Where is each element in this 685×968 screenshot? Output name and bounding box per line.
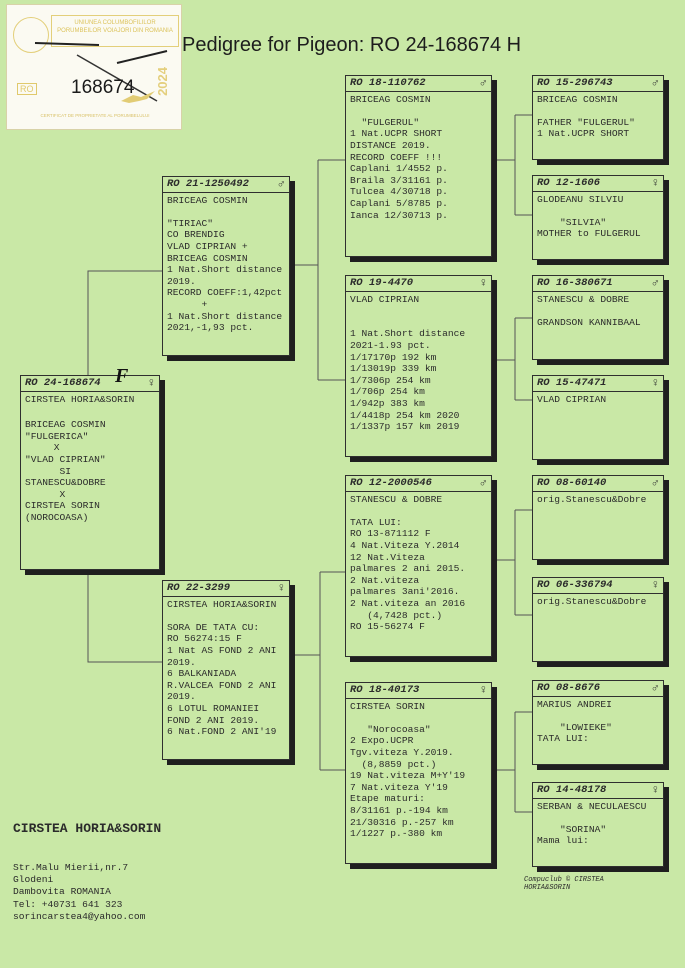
- page-title: Pedigree for Pigeon: RO 24-168674 H: [182, 34, 522, 56]
- female-icon: ♀: [651, 176, 659, 190]
- owner-name: CIRSTEA SORIN: [350, 700, 425, 712]
- card-dam-sire: [345, 475, 492, 657]
- card-sire-sire: [345, 75, 492, 257]
- card-gg-6: [532, 577, 664, 662]
- owner-name: SERBAN & NECULAESCU: [537, 800, 647, 812]
- breeder-info: [13, 796, 161, 948]
- card-notes: "Norocoasa" 2 Expo.UCPR Tgv.viteza Y.2019. (8,8859 pct.) 19 Nat.viteza M+Y'19 7 Nat.viteza Y'19 Etape maturi: 8/31161 p.-194 km 21/30316 p.-257 km 1/1227 p.-380 km: [350, 723, 466, 840]
- owner-name: CIRSTEA HORIA&SORIN: [25, 393, 135, 405]
- card-notes: GRANDSON KANNIBAAL: [537, 316, 641, 328]
- male-icon: ♂: [277, 177, 285, 191]
- certificate-year: 2024: [155, 67, 170, 96]
- card-notes: "FULGERUL" 1 Nat.UCPR SHORT DISTANCE 2019. RECORD COEFF !!! Caplani 1/4552 p. Braila 3/31161 p. Tulcea 4/30718 p. Caplani 5/8785 p. Ianca 12/30713 p.: [350, 116, 448, 221]
- owner-name: BRICEAG COSMIN: [167, 194, 248, 206]
- breeder-address: Str.Malu Mierii,nr.7 Glodeni Dambovita ROMANIA Tel: +40731 641 323 sorincarstea4@yahoo.com: [13, 861, 146, 923]
- card-notes: "TIRIAC" CO BRENDIG VLAD CIPRIAN + BRICEAG COSMIN 1 Nat.Short distance 2019. RECORD COEFF:1,42pct + 1 Nat.Short distance 2021,-1,93 pct.: [167, 217, 283, 334]
- pigeon-silhouette-icon: [119, 89, 159, 105]
- owner-name: STANESCU & DOBRE: [537, 293, 630, 305]
- card-gg-8: [532, 782, 664, 867]
- certificate-footer: CERTIFICAT DE PROPRIETATE AL PORUMBELULUI: [40, 113, 150, 118]
- female-icon: ♀: [651, 578, 659, 592]
- owner-name: BRICEAG COSMIN: [537, 93, 618, 105]
- ring-number: RO 22-3299: [167, 582, 231, 594]
- female-icon: ♀: [651, 376, 659, 390]
- female-icon: ♀: [651, 783, 659, 797]
- owner-name: CIRSTEA HORIA&SORIN: [167, 598, 277, 610]
- ring-number: RO 08-8676: [537, 682, 601, 694]
- card-gg-7: [532, 680, 664, 765]
- ring-number: RO 18-40173: [350, 684, 420, 696]
- card-notes: BRICEAG COSMIN "FULGERICA" X "VLAD CIPRIAN" SI STANESCU&DOBRE X CIRSTEA SORIN (NOROCOASA): [25, 419, 106, 523]
- card-notes: TATA LUI: RO 13-871112 F 4 Nat.Viteza Y.2014 12 Nat.Viteza palmares 2 ani 2015. 2 Nat.viteza palmares 3ani'2016. 2 Nat.viteza an 2016 (4,7428 pct.) RO 15-56274 F: [350, 516, 466, 633]
- card-dam-dam: [345, 682, 492, 864]
- card-notes: FATHER "FULGERUL" 1 Nat.UCPR SHORT: [537, 116, 635, 140]
- owner-name: orig.Stanescu&Dobre: [537, 493, 647, 505]
- card-notes: "LOWIEKE" TATA LUI:: [537, 721, 612, 745]
- ring-number: RO 14-48178: [537, 784, 607, 796]
- owner-name: GLODEANU SILVIU: [537, 193, 624, 205]
- female-icon: ♀: [479, 276, 487, 290]
- ring-number: RO 12-2000546: [350, 477, 432, 489]
- card-gg-5: [532, 475, 664, 560]
- female-icon: ♀: [479, 683, 487, 697]
- male-icon: ♂: [479, 76, 487, 90]
- card-gg-4: [532, 375, 664, 460]
- owner-name: MARIUS ANDREI: [537, 698, 612, 710]
- owner-name: BRICEAG COSMIN: [350, 93, 431, 105]
- card-sire: [162, 176, 290, 356]
- card-gg-3: [532, 275, 664, 360]
- breeder-name: CIRSTEA HORIA&SORIN: [13, 820, 162, 836]
- ring-number: RO 19-4470: [350, 277, 414, 289]
- certificate-number: 168674: [71, 77, 135, 98]
- male-icon: ♂: [651, 276, 659, 290]
- card-notes: "SILVIA" MOTHER to FULGERUL: [537, 216, 641, 240]
- card-gg-1: [532, 75, 664, 160]
- ring-number: RO 15-296743: [537, 77, 613, 89]
- handwritten-mark: F: [115, 365, 129, 387]
- owner-name: STANESCU & DOBRE: [350, 493, 443, 505]
- ring-number: RO 16-380671: [537, 277, 613, 289]
- card-sire-dam: [345, 275, 492, 457]
- male-icon: ♂: [651, 681, 659, 695]
- owner-name: VLAD CIPRIAN: [350, 293, 420, 305]
- ring-number: RO 15-47471: [537, 377, 607, 389]
- certificate-country: RO: [17, 83, 37, 95]
- ring-number: RO 21-1250492: [167, 178, 249, 190]
- female-icon: ♀: [147, 376, 155, 390]
- male-icon: ♂: [651, 476, 659, 490]
- ring-number: RO 08-60140: [537, 477, 607, 489]
- certificate-header: UNIUNEA COLUMBOFILILOR PORUMBEILOR VOIAJORI DIN ROMANIA: [51, 15, 179, 47]
- ring-certificate: [6, 4, 182, 130]
- ring-number: RO 06-336794: [537, 579, 613, 591]
- card-dam: [162, 580, 290, 760]
- card-subject: [20, 375, 160, 570]
- male-icon: ♂: [479, 476, 487, 490]
- card-notes: "SORINA" Mama lui:: [537, 823, 607, 847]
- ring-number: RO 12-1606: [537, 177, 601, 189]
- owner-name: orig.Stanescu&Dobre: [537, 595, 647, 607]
- ring-number: RO 24-168674: [25, 377, 101, 389]
- card-notes: 1 Nat.Short distance 2021-1.93 pct. 1/17170p 192 km 1/13019p 339 km 1/7306p 254 km 1/706p 254 km 1/942p 383 km 1/4418p 254 km 2020 1/1337p 157 km 2019: [350, 328, 466, 433]
- male-icon: ♂: [651, 76, 659, 90]
- card-gg-2: [532, 175, 664, 260]
- card-notes: SORA DE TATA CU: RO 56274:15 F 1 Nat AS FOND 2 ANI 2019. 6 BALKANIADA R.VALCEA FOND 2 ANI 2019. 6 LOTUL ROMANIEI FOND 2 ANI 2019. 6 Nat.FOND 2 ANI'19: [167, 621, 277, 738]
- owner-name: VLAD CIPRIAN: [537, 393, 607, 405]
- female-icon: ♀: [277, 581, 285, 595]
- ring-number: RO 18-110762: [350, 77, 426, 89]
- software-credit: Compuclub © CIRSTEA HORIA&SORIN: [524, 876, 604, 892]
